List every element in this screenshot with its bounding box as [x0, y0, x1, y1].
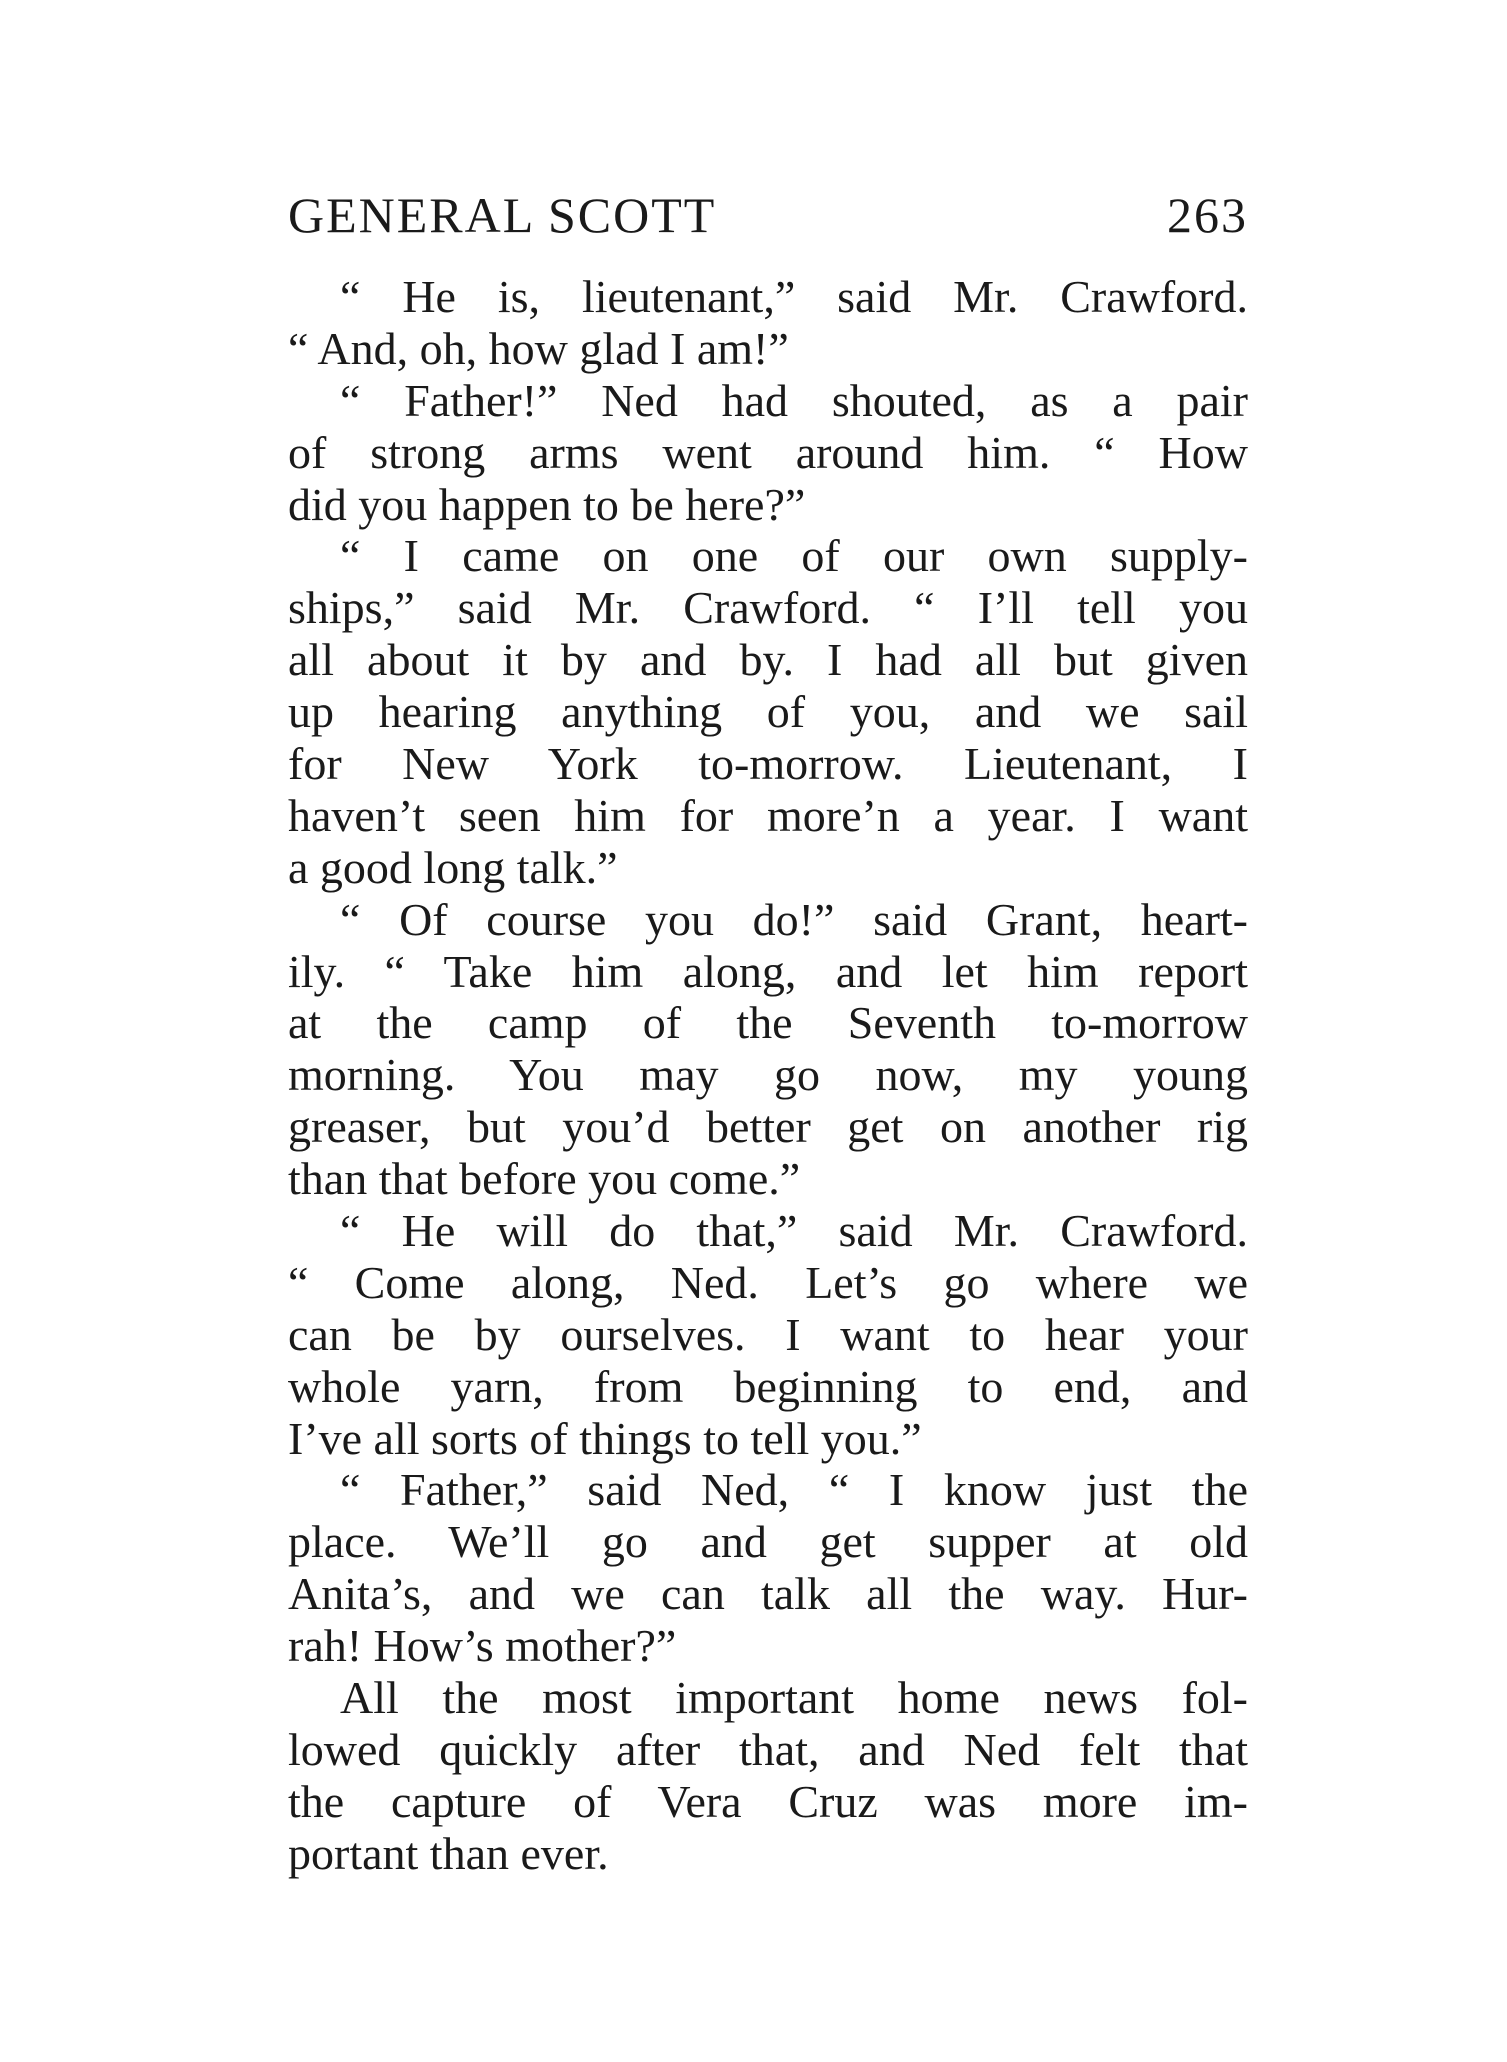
running-head — [288, 186, 1248, 246]
text-line: did you happen to be here?” — [288, 478, 806, 530]
text-line: up hearing anything of you, and we sail — [288, 686, 1248, 738]
text-line: portant than ever. — [288, 1827, 609, 1879]
body-text — [288, 271, 1248, 1880]
text-line: than that before you come.” — [288, 1153, 801, 1205]
text-line: greaser, but you’d better get on another rig — [288, 1101, 1248, 1153]
text-line: whole yarn, from beginning to end, and — [288, 1360, 1248, 1412]
text-line: can be by ourselves. I want to hear your — [288, 1308, 1248, 1360]
running-title: GENERAL SCOTT — [288, 187, 717, 243]
paragraph-first-line: All the most important home news fol- — [340, 1672, 1248, 1724]
page-number: 263 — [1167, 187, 1248, 243]
text-line: at the camp of the Seventh to-morrow — [288, 997, 1248, 1049]
text-line: Anita’s, and we can talk all the way. Hur- — [288, 1568, 1248, 1620]
text-line: ships,” said Mr. Crawford. “ I’ll tell you — [288, 582, 1248, 634]
text-line: for New York to-morrow. Lieutenant, I — [288, 738, 1248, 790]
text-line: “ Come along, Ned. Let’s go where we — [288, 1256, 1248, 1308]
paragraph-first-line: “ I came on one of our own supply- — [340, 530, 1248, 582]
text-line: I’ve all sorts of things to tell you.” — [288, 1412, 922, 1464]
text-line: rah! How’s mother?” — [288, 1620, 677, 1672]
paragraph-first-line: “ He is, lieutenant,” said Mr. Crawford. — [340, 271, 1248, 322]
paragraph-first-line: “ Father,” said Ned, “ I know just the — [340, 1464, 1248, 1516]
text-line: the capture of Vera Cruz was more im- — [288, 1775, 1248, 1827]
text-line: haven’t seen him for more’n a year. I want — [288, 789, 1248, 841]
text-line: place. We’ll go and get supper at old — [288, 1516, 1248, 1568]
text-line: ily. “ Take him along, and let him report — [288, 945, 1248, 997]
text-line: lowed quickly after that, and Ned felt that — [288, 1723, 1248, 1775]
text-line: “ And, oh, how glad I am!” — [288, 322, 789, 374]
paragraph-first-line: “ Of course you do!” said Grant, heart- — [340, 893, 1248, 945]
text-line: morning. You may go now, my young — [288, 1049, 1248, 1101]
text-line: a good long talk.” — [288, 841, 618, 893]
text-line: all about it by and by. I had all but given — [288, 634, 1248, 686]
paragraph-first-line: “ Father!” Ned had shouted, as a pair — [340, 374, 1248, 426]
text-line: of strong arms went around him. “ How — [288, 426, 1248, 478]
paragraph-first-line: “ He will do that,” said Mr. Crawford. — [340, 1205, 1248, 1257]
